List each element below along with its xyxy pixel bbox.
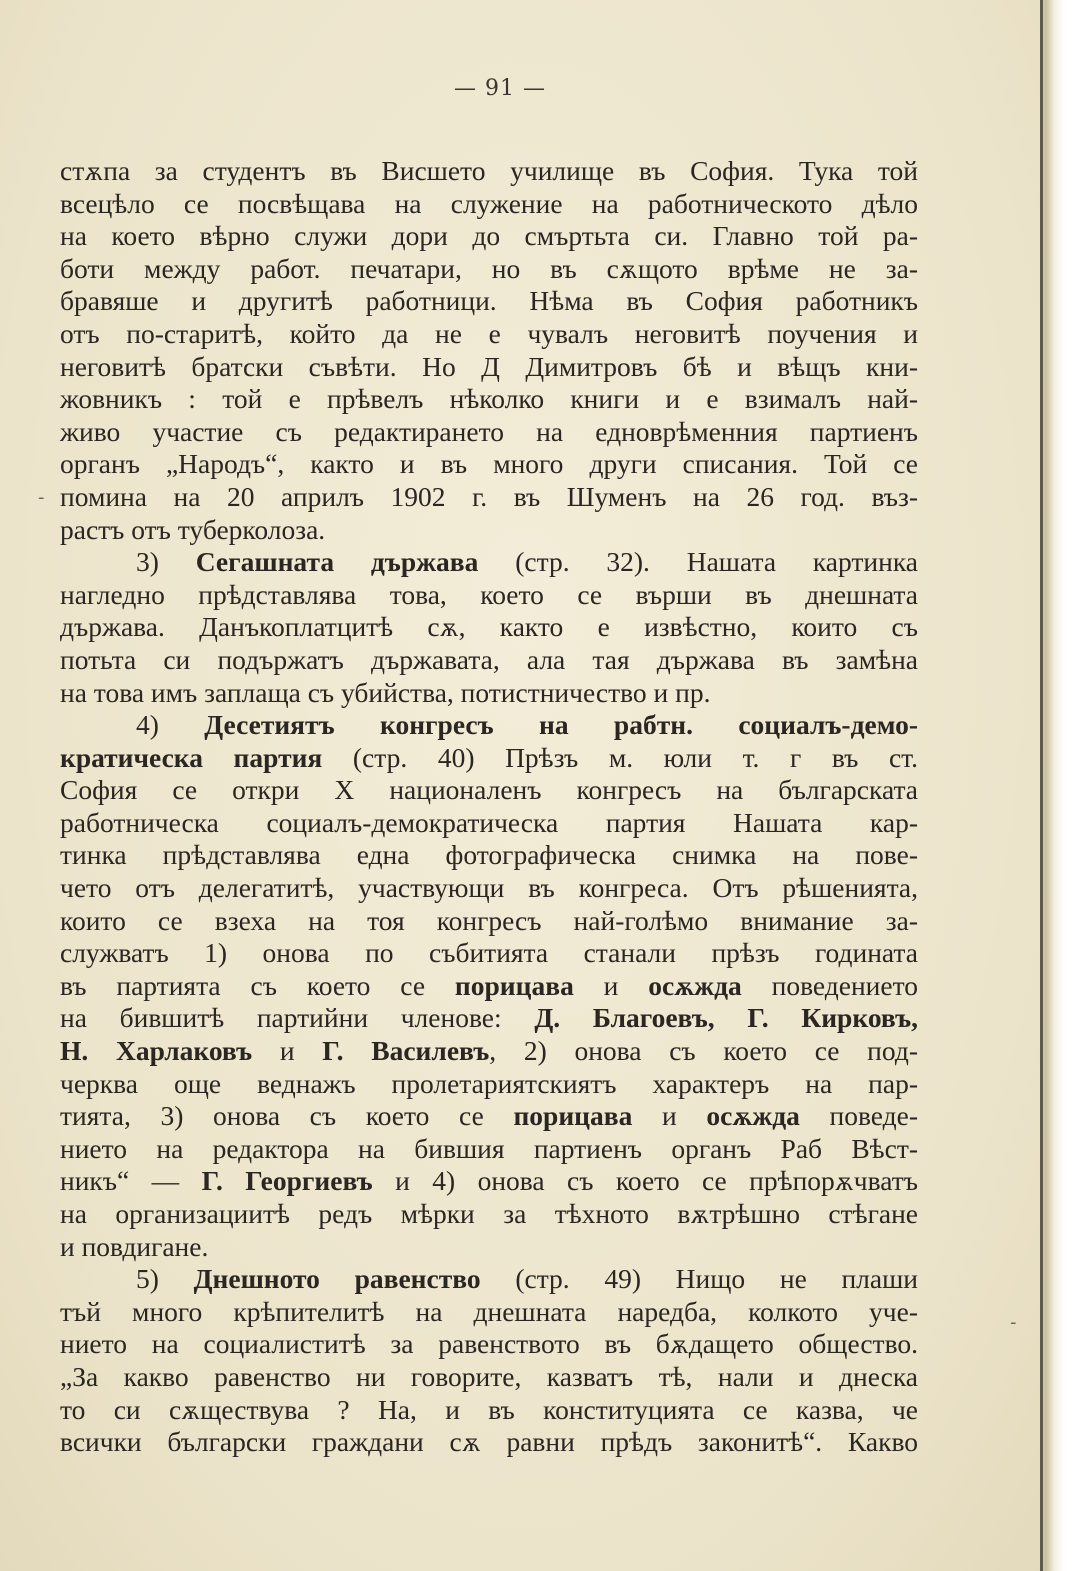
text-line (60, 611, 918, 644)
text-line (60, 351, 918, 384)
text-span: стѫпа за студентъ въ Висшето училище въ София. Тука той (60, 155, 918, 186)
text-span: всички български граждани сѫ равни прѣдъ законитѣ“. Какво (60, 1426, 918, 1458)
page-number: — 91 — (454, 76, 546, 101)
text-span: въ партията съ което се (60, 969, 455, 1001)
text-span: София се откри X националенъ конгресъ на българската (60, 774, 918, 806)
bold-text: осѫжда (706, 1100, 800, 1132)
text-line (60, 220, 918, 253)
bold-text: порицава (513, 1100, 633, 1132)
text-line (60, 1198, 918, 1231)
margin-mark-right: - (1010, 1312, 1017, 1333)
text-line (60, 514, 918, 547)
text-span: боти между работ. печатари, но въ сѫщото врѣме не за- (60, 252, 918, 284)
text-span: „За какво равенство ни говорите, казватъ тѣ, нали и днеска (60, 1360, 918, 1392)
text-line (60, 416, 918, 449)
text-span: поведението (741, 969, 918, 1001)
bold-text: Г. Георгиевъ (201, 1165, 373, 1197)
bold-text: Десетиятъ конгресъ на рабтн. социалъ-демо- (204, 709, 918, 741)
bold-text: Н. Харлаковъ (60, 1035, 253, 1067)
text-line (60, 774, 918, 807)
text-span: , 2) онова съ което се под- (489, 1035, 918, 1067)
text-span: на което вѣрно служи дори до смъртьта си. Главно той ра- (60, 220, 918, 252)
text-line (60, 709, 918, 742)
text-span: никъ“ — (60, 1165, 202, 1197)
text-line (60, 872, 918, 905)
text-span: (стр. 49) Нищо не плаши (480, 1263, 918, 1295)
text-line (60, 1426, 918, 1459)
text-span: и (573, 969, 649, 1001)
page-edge (1040, 0, 1080, 1571)
text-line (60, 318, 918, 351)
text-line (60, 579, 918, 612)
bold-text: порицава (454, 969, 574, 1001)
text-line (60, 1035, 918, 1068)
text-line (60, 1394, 918, 1427)
text-span: на бившитѣ партийни членове: (60, 1002, 535, 1034)
text-span: тинка прѣдставлява една фотографическа снимка на пове- (60, 839, 918, 871)
text-line (60, 839, 918, 872)
text-span: живо участие съ редактирането на едноврѣменния партиенъ (60, 415, 918, 447)
text-line (60, 1002, 918, 1035)
text-line (60, 481, 918, 514)
text-span: на организациитѣ редъ мѣрки за тѣхното вѫтрѣшно стѣгане (60, 1198, 918, 1229)
bold-text: кратическа партия (60, 741, 323, 773)
text-line (60, 677, 918, 710)
text-span: държава. Данъкоплатцитѣ сѫ, както е извѣстно, които съ (60, 611, 918, 643)
text-span: чето отъ делегатитѣ, участвующи въ конгреса. Отъ рѣшенията, (60, 872, 918, 904)
text-line (60, 285, 918, 318)
text-line (60, 1296, 918, 1329)
text-line (60, 905, 918, 938)
bold-text: Сегашната държава (195, 546, 479, 578)
text-line (60, 546, 918, 579)
text-line (60, 155, 918, 188)
text-line (60, 1165, 918, 1198)
text-line (60, 448, 918, 481)
bold-text: Г. Василевъ (322, 1035, 490, 1067)
text-line (60, 253, 918, 286)
text-span: поведе- (799, 1100, 919, 1132)
text-line (60, 1100, 918, 1133)
text-line (60, 188, 918, 221)
text-line (60, 1328, 918, 1361)
text-span: и 4) онова съ което се прѣпорѫчватъ (372, 1165, 918, 1197)
bold-text: Д. Благоевъ, Г. Кирковъ, (534, 1002, 918, 1034)
text-span: 3) (136, 546, 196, 578)
text-span: които се взеха на тоя конгресъ най-голѣмо внимание за- (60, 904, 918, 936)
text-line (60, 1133, 918, 1166)
text-span: (стр. 40) Прѣзъ м. юли т. г въ ст. (322, 741, 918, 773)
text-span: 5) (136, 1263, 194, 1295)
body-text (60, 155, 918, 1459)
text-span: и (632, 1100, 707, 1132)
text-span: нагледно прѣдставлява това, което се върши въ днешната (60, 578, 918, 610)
text-span: черква още веднажъ пролетариятскиятъ характеръ на пар- (60, 1067, 918, 1099)
text-line (60, 1068, 918, 1101)
bold-text: осѫжда (648, 969, 742, 1001)
text-span: всецѣло се посвѣщава на служение на работническото дѣло (60, 187, 918, 219)
text-span: на това имъ заплаща съ убийства, потистничество и пр. (60, 676, 711, 708)
text-span: и повдигане. (60, 1230, 209, 1262)
text-span: и (252, 1035, 323, 1067)
text-span: потьта си подържатъ държавата, ала тая държава въ замѣна (60, 643, 918, 675)
text-line (60, 1361, 918, 1394)
text-line (60, 1263, 918, 1296)
text-line (60, 970, 918, 1003)
text-span: органъ „Народъ“, както и въ много други списания. Той се (60, 448, 918, 480)
text-span: служватъ 1) онова по събитията станали прѣзъ годината (60, 937, 918, 969)
text-span: (стр. 32). Нашата картинка (478, 546, 918, 578)
text-span: растъ отъ туберколоза. (60, 513, 326, 545)
text-span: нието на редактора на бившия партиенъ органъ Раб Вѣст- (60, 1132, 918, 1164)
text-line (60, 383, 918, 416)
bold-text: Днешното равенство (193, 1263, 481, 1295)
text-span: тията, 3) онова съ което се (60, 1100, 514, 1132)
page-border-line (1040, 0, 1043, 1571)
text-line (60, 742, 918, 775)
text-span: бравяше и другитѣ работници. Нѣма въ София работникъ (60, 285, 918, 317)
text-span: отъ по-старитѣ, който да не е чувалъ неговитѣ поучения и (60, 317, 918, 349)
text-span: то си сѫществува ? На, и въ конституцията се казва, че (60, 1393, 918, 1425)
text-span: тъй много крѣпителитѣ на днешната наредба, колкото уче- (60, 1295, 918, 1327)
text-line (60, 1231, 918, 1264)
text-span: работническа социалъ-демократическа партия Нашата кар- (60, 806, 918, 838)
text-line (60, 644, 918, 677)
text-line (60, 807, 918, 840)
text-span: неговитѣ братски съвѣти. Но Д Димитровъ бѣ и вѣщъ кни- (60, 350, 918, 382)
text-span: 4) (136, 709, 205, 741)
text-span: помина на 20 априлъ 1902 г. въ Шуменъ на 26 год. въз- (60, 480, 918, 512)
text-span: жовникъ : той е прѣвелъ нѣколко книги и е взималъ най- (60, 383, 918, 415)
margin-mark-left: - (38, 487, 45, 508)
text-span: нието на социалиститѣ за равенството въ бѫдащето общество. (60, 1328, 918, 1360)
text-line (60, 937, 918, 970)
